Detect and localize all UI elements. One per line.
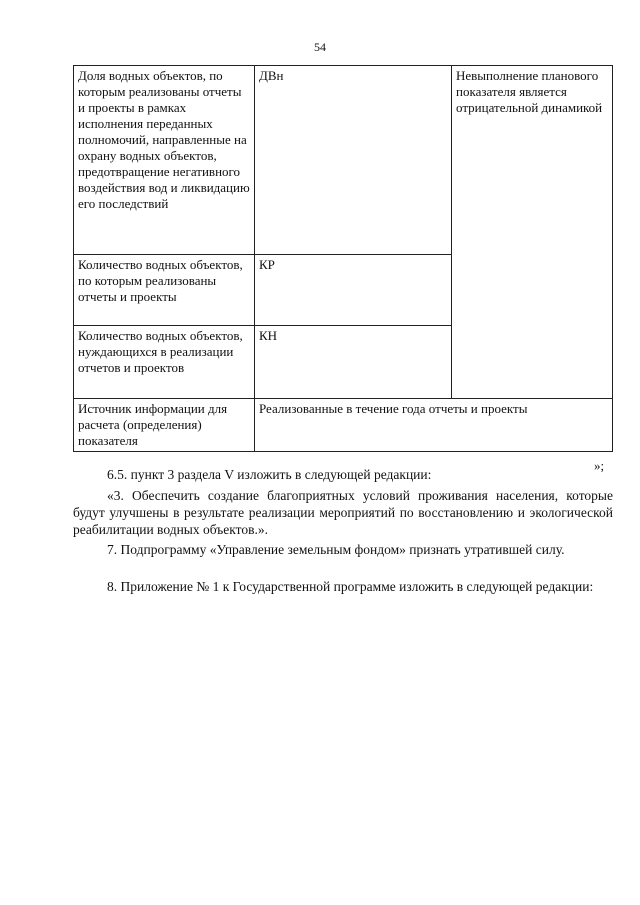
table-row — [74, 399, 613, 452]
indicator-table — [73, 65, 613, 452]
page-number: 54 — [314, 40, 326, 54]
indicator-name-cell: Доля водных объектов, по которым реализованы отчеты и проекты в рамках исполнения переданных полномочий, направленные на охрану водных объектов, предотвращение негативного воздействия вод и ликвидацию его последствий — [74, 66, 255, 255]
indicator-code-cell: КР — [255, 255, 452, 326]
paragraph-7: 7. Подпрограмму «Управление земельным фондом» признать утратившей силу. — [107, 542, 565, 557]
closing-quote: »; — [594, 458, 605, 473]
paragraph-8: 8. Приложение № 1 к Государственной программе изложить в следующей редакции: — [107, 579, 594, 594]
dynamics-cell: Невыполнение планового показателя является отрицательной динамикой — [452, 66, 613, 399]
paragraph-item-3: «3. Обеспечить создание благоприятных условий проживания населения, которые будут улучшены в результате реализации мероприятий по восстановлению и экологической реабилитации водных объектов.». — [73, 488, 613, 537]
paragraph-6-5: 6.5. пункт 3 раздела V изложить в следующей редакции: — [107, 467, 432, 482]
source-label-cell: Источник информации для расчета (определения) показателя — [74, 399, 255, 452]
indicator-code-cell: КН — [255, 326, 452, 399]
source-value-cell: Реализованные в течение года отчеты и проекты — [255, 399, 613, 452]
indicator-code-cell: ДВн — [255, 66, 452, 255]
table-row — [74, 66, 613, 255]
indicator-name-cell: Количество водных объектов, нуждающихся в реализации отчетов и проектов — [74, 326, 255, 399]
indicator-name-cell: Количество водных объектов, по которым реализованы отчеты и проекты — [74, 255, 255, 326]
